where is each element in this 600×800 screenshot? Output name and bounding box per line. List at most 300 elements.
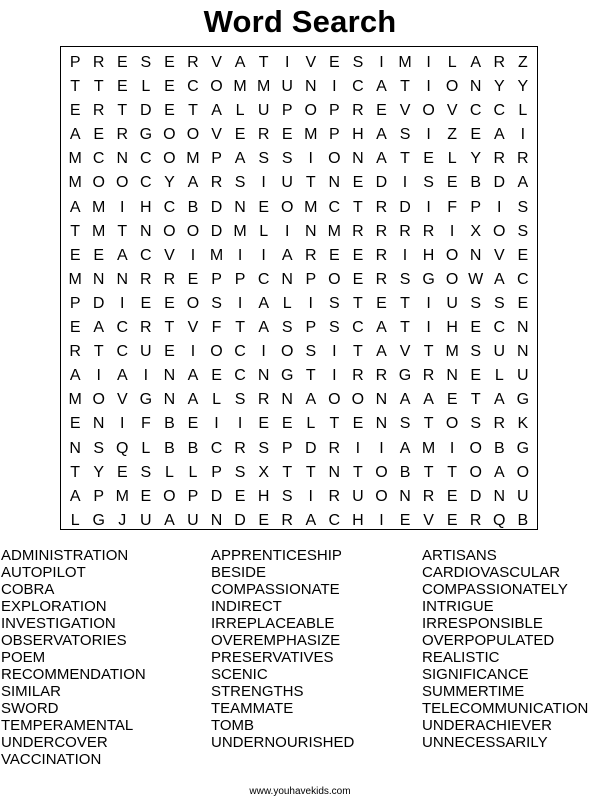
grid-letter: O — [493, 222, 506, 240]
grid-letter: T — [400, 150, 410, 168]
grid-letter: I — [308, 487, 313, 505]
grid-letter: N — [140, 222, 152, 240]
grid-letter: M — [68, 270, 82, 288]
grid-letter: I — [120, 294, 125, 312]
letter-grid — [60, 51, 538, 533]
grid-letter: R — [375, 246, 388, 264]
grid-letter: P — [93, 487, 105, 505]
grid-letter: I — [237, 246, 243, 264]
page-title: Word Search — [203, 4, 397, 39]
grid-letter: N — [399, 487, 411, 505]
word-list-item: APPRENTICESHIP — [211, 547, 342, 564]
grid-letter: E — [470, 367, 482, 385]
grid-letter: T — [305, 174, 316, 192]
grid-letter: I — [214, 415, 219, 433]
grid-letter: M — [327, 222, 341, 240]
grid-letter: D — [140, 102, 152, 120]
grid-letter: C — [328, 511, 341, 529]
grid-letter: L — [141, 78, 151, 96]
grid-letter: C — [140, 174, 152, 192]
grid-letter: S — [211, 294, 222, 312]
grid-letter: O — [186, 222, 200, 240]
grid-letter: O — [304, 102, 317, 120]
grid-letter: S — [517, 222, 529, 240]
grid-letter: N — [281, 391, 293, 409]
grid-letter: G — [516, 391, 530, 409]
grid-letter: A — [69, 198, 81, 216]
grid-letter: M — [398, 54, 412, 71]
grid-letter: T — [164, 319, 175, 337]
grid-letter: O — [210, 343, 223, 361]
grid-letter: X — [258, 463, 269, 481]
grid-letter: M — [68, 150, 82, 168]
grid-letter: O — [92, 391, 105, 409]
grid-letter: L — [447, 150, 457, 168]
grid-letter: O — [445, 78, 459, 96]
word-list-item: UNDERACHIEVER — [422, 717, 553, 734]
grid-letter: T — [353, 343, 363, 361]
grid-letter: P — [211, 150, 222, 168]
word-list-item: AUTOPILOT — [1, 564, 86, 581]
grid-letter: M — [209, 246, 224, 264]
grid-letter: O — [116, 174, 129, 192]
grid-letter: E — [211, 367, 222, 385]
word-list-item: IRRESPONSIBLE — [422, 615, 543, 632]
grid-letter: M — [445, 343, 459, 361]
grid-row — [60, 244, 538, 268]
grid-letter: N — [375, 415, 388, 433]
grid-letter: E — [517, 246, 529, 264]
grid-letter: D — [92, 294, 105, 312]
grid-letter: V — [423, 511, 434, 529]
grid-letter: U — [446, 294, 458, 312]
grid-letter: T — [70, 463, 81, 481]
word-list-item: BESIDE — [211, 564, 267, 581]
grid-letter: V — [211, 126, 222, 144]
grid-letter: N — [493, 487, 506, 505]
grid-letter: L — [141, 439, 151, 457]
grid-letter: B — [399, 463, 411, 481]
grid-letter: T — [117, 102, 128, 120]
grid-letter: S — [493, 294, 505, 312]
grid-letter: U — [517, 367, 529, 385]
word-list-item: INDIRECT — [211, 598, 282, 615]
grid-letter: S — [399, 126, 411, 144]
grid-letter: I — [308, 294, 313, 312]
grid-letter: S — [399, 415, 411, 433]
grid-letter: E — [258, 198, 269, 216]
grid-letter: B — [187, 439, 199, 457]
grid-letter: V — [399, 343, 411, 361]
grid-letter: S — [352, 54, 364, 71]
grid-letter: T — [93, 343, 104, 361]
grid-letter: A — [493, 126, 505, 144]
grid-letter: O — [422, 102, 435, 120]
grid-letter: R — [257, 391, 270, 409]
grid-letter: C — [210, 439, 223, 457]
grid-letter: R — [375, 367, 388, 385]
grid-letter: U — [257, 102, 270, 120]
grid-letter: T — [70, 222, 81, 240]
word-list-item: UNNECESSARILY — [422, 734, 548, 751]
grid-letter: A — [69, 487, 81, 505]
grid-letter: E — [69, 319, 81, 337]
word-list-item: EXPLORATION — [1, 598, 107, 615]
grid-letter: A — [116, 246, 128, 264]
grid-letter: E — [234, 126, 246, 144]
grid-letter: A — [517, 174, 529, 192]
grid-letter: E — [258, 511, 269, 529]
grid-letter: E — [376, 294, 387, 312]
grid-letter: E — [329, 54, 340, 71]
grid-letter: D — [375, 174, 388, 192]
grid-letter: P — [329, 102, 340, 120]
grid-letter: R — [116, 126, 129, 144]
grid-letter: S — [258, 150, 269, 168]
grid-letter: R — [92, 54, 105, 71]
grid-letter: R — [493, 415, 506, 433]
grid-letter: Z — [447, 126, 458, 144]
grid-letter: I — [190, 246, 196, 264]
grid-letter: A — [493, 391, 505, 409]
grid-row — [60, 461, 538, 485]
footer-url: www.youhavekids.com — [249, 786, 351, 797]
grid-letter: R — [304, 246, 317, 264]
grid-letter: N — [234, 198, 246, 216]
grid-letter: L — [518, 102, 528, 120]
grid-letter: R — [375, 222, 388, 240]
grid-letter: E — [164, 294, 175, 312]
grid-letter: E — [140, 294, 152, 312]
grid-letter: V — [305, 54, 317, 71]
grid-letter: S — [423, 174, 434, 192]
grid-letter: A — [281, 246, 293, 264]
grid-row — [60, 388, 538, 412]
grid-letter: A — [187, 391, 199, 409]
grid-letter: L — [235, 102, 245, 120]
grid-letter: G — [92, 511, 105, 529]
grid-letter: C — [328, 198, 341, 216]
grid-letter: U — [281, 78, 293, 96]
grid-letter: T — [117, 222, 128, 240]
grid-letter: M — [421, 439, 436, 457]
grid-letter: Z — [517, 54, 528, 71]
grid-letter: N — [304, 222, 317, 240]
grid-letter: U — [140, 511, 152, 529]
grid-letter: I — [426, 54, 431, 71]
grid-letter: D — [210, 487, 223, 505]
grid-letter: N — [304, 78, 317, 96]
grid-letter: R — [422, 487, 435, 505]
grid-letter: I — [449, 439, 455, 457]
grid-letter: N — [116, 150, 129, 168]
grid-letter: T — [93, 78, 104, 96]
grid-letter: S — [470, 343, 482, 361]
grid-letter: P — [305, 270, 317, 288]
grid-row — [60, 171, 538, 195]
grid-letter: P — [329, 126, 340, 144]
grid-letter: T — [305, 463, 316, 481]
grid-row — [60, 220, 538, 244]
word-list-item: UNDERCOVER — [1, 734, 108, 751]
grid-letter: U — [352, 487, 364, 505]
grid-letter: R — [163, 270, 176, 288]
grid-letter: C — [140, 150, 152, 168]
grid-letter: T — [353, 463, 363, 481]
grid-letter: E — [281, 126, 293, 144]
grid-letter: T — [470, 391, 481, 409]
grid-letter: E — [446, 487, 458, 505]
word-list-item: OVERPOPULATED — [422, 632, 555, 649]
grid-row — [60, 123, 538, 147]
grid-letter: N — [92, 270, 105, 288]
word-list-item: INTRIGUE — [422, 598, 494, 615]
grid-letter: R — [234, 439, 246, 457]
grid-letter: O — [375, 487, 388, 505]
grid-letter: C — [352, 78, 364, 96]
grid-letter: I — [379, 439, 384, 457]
grid-letter: T — [305, 367, 316, 385]
grid-letter: E — [446, 391, 458, 409]
grid-letter: F — [140, 415, 151, 433]
grid-letter: N — [210, 511, 223, 529]
grid-letter: O — [445, 246, 459, 264]
grid-letter: O — [328, 150, 341, 168]
grid-letter: R — [92, 102, 105, 120]
grid-letter: O — [163, 222, 176, 240]
word-list-item: OVEREMPHASIZE — [211, 632, 341, 649]
grid-letter: S — [399, 270, 411, 288]
grid-letter: A — [376, 78, 387, 96]
grid-letter: A — [376, 319, 387, 337]
word-list-item: TELECOMMUNICATION — [422, 700, 589, 717]
grid-letter: N — [92, 415, 105, 433]
grid-letter: O — [469, 439, 482, 457]
grid-letter: T — [447, 463, 458, 481]
grid-letter: N — [352, 150, 364, 168]
word-list-item: STRENGTHS — [211, 683, 304, 700]
grid-letter: I — [426, 78, 431, 96]
grid-letter: S — [140, 463, 152, 481]
grid-letter: S — [234, 463, 246, 481]
grid-letter: B — [187, 198, 199, 216]
grid-letter: I — [402, 174, 408, 192]
grid-letter: G — [516, 439, 530, 457]
grid-letter: D — [399, 198, 411, 216]
grid-letter: E — [517, 294, 529, 312]
grid-letter: R — [140, 319, 152, 337]
grid-letter: E — [352, 174, 364, 192]
grid-letter: T — [423, 463, 434, 481]
grid-letter: A — [211, 102, 222, 120]
grid-letter: L — [188, 463, 198, 481]
grid-letter: R — [517, 150, 529, 168]
grid-letter: S — [140, 54, 152, 71]
grid-letter: C — [517, 270, 529, 288]
grid-letter: A — [493, 270, 505, 288]
grid-row — [60, 268, 538, 292]
grid-letter: I — [237, 294, 243, 312]
grid-row — [60, 509, 538, 533]
grid-letter: E — [234, 487, 246, 505]
grid-row — [60, 437, 538, 461]
grid-letter: O — [163, 487, 176, 505]
grid-letter: I — [426, 294, 431, 312]
grid-letter: B — [517, 511, 529, 529]
word-list-item: REALISTIC — [422, 649, 500, 666]
grid-letter: M — [115, 487, 129, 505]
grid-letter: A — [376, 343, 387, 361]
word-list-item: COBRA — [1, 581, 55, 598]
grid-letter: U — [140, 343, 152, 361]
grid-letter: A — [376, 150, 387, 168]
grid-letter: E — [352, 246, 364, 264]
grid-letter: P — [69, 54, 81, 71]
grid-letter: I — [449, 222, 455, 240]
grid-letter: Y — [470, 150, 482, 168]
grid-letter: E — [446, 174, 458, 192]
grid-letter: U — [281, 174, 293, 192]
grid-letter: S — [517, 198, 529, 216]
grid-letter: R — [422, 222, 435, 240]
grid-letter: V — [164, 246, 175, 264]
grid-letter: T — [258, 54, 269, 71]
grid-letter: S — [281, 487, 293, 505]
grid-letter: E — [164, 102, 175, 120]
grid-row — [60, 485, 538, 509]
grid-letter: D — [493, 174, 506, 192]
grid-letter: O — [210, 78, 223, 96]
grid-letter: T — [70, 78, 81, 96]
grid-letter: M — [256, 78, 271, 96]
grid-letter: E — [258, 415, 269, 433]
grid-letter: T — [282, 463, 293, 481]
grid-row — [60, 316, 538, 340]
grid-letter: R — [375, 198, 388, 216]
grid-letter: T — [400, 78, 410, 96]
grid-letter: T — [235, 319, 245, 337]
grid-letter: R — [352, 102, 364, 120]
grid-letter: A — [305, 511, 317, 529]
grid-letter: A — [399, 391, 411, 409]
grid-letter: A — [399, 439, 411, 457]
grid-letter: O — [163, 150, 176, 168]
grid-letter: A — [423, 391, 434, 409]
grid-letter: I — [308, 150, 313, 168]
grid-letter: I — [332, 343, 337, 361]
grid-letter: Q — [493, 511, 506, 529]
grid-letter: L — [306, 415, 316, 433]
grid-letter: A — [470, 54, 482, 71]
grid-letter: O — [375, 463, 388, 481]
grid-letter: A — [187, 367, 199, 385]
grid-letter: H — [352, 126, 364, 144]
grid-letter: A — [116, 367, 128, 385]
grid-letter: I — [120, 415, 125, 433]
word-list-item: COMPASSIONATELY — [422, 581, 568, 598]
grid-letter: N — [446, 367, 458, 385]
grid-letter: N — [69, 439, 81, 457]
word-list-item: VACCINATION — [1, 751, 102, 768]
grid-letter: M — [304, 126, 318, 144]
grid-letter: O — [445, 415, 459, 433]
word-list-item: SIMILAR — [1, 683, 62, 700]
grid-letter: A — [69, 367, 81, 385]
grid-letter: S — [93, 439, 105, 457]
grid-letter: E — [352, 415, 364, 433]
grid-letter: M — [92, 198, 106, 216]
grid-letter: E — [116, 78, 128, 96]
grid-letter: T — [188, 102, 198, 120]
word-list-item: PRESERVATIVES — [211, 649, 334, 666]
grid-letter: O — [328, 391, 341, 409]
grid-letter: Y — [93, 463, 105, 481]
grid-letter: C — [116, 319, 129, 337]
grid-letter: P — [305, 319, 317, 337]
grid-letter: C — [352, 319, 364, 337]
grid-letter: I — [261, 174, 266, 192]
grid-letter: O — [445, 270, 459, 288]
grid-letter: E — [376, 102, 387, 120]
grid-letter: E — [164, 54, 175, 71]
grid-letter: I — [120, 198, 125, 216]
grid-letter: G — [139, 126, 153, 144]
grid-letter: V — [211, 54, 222, 71]
grid-letter: N — [517, 343, 529, 361]
grid-letter: H — [257, 487, 270, 505]
grid-letter: R — [422, 367, 435, 385]
grid-letter: P — [281, 102, 293, 120]
word-list-item: POEM — [1, 649, 46, 666]
grid-letter: I — [284, 222, 290, 240]
grid-letter: H — [352, 511, 364, 529]
grid-letter: O — [92, 174, 105, 192]
grid-letter: U — [187, 511, 199, 529]
grid-letter: V — [116, 391, 128, 409]
word-list-item: COMPASSIONATE — [211, 581, 340, 598]
word-list-item: OBSERVATORIES — [1, 632, 127, 649]
grid-letter: Y — [164, 174, 175, 192]
word-list-item: SCENIC — [211, 666, 268, 683]
grid-letter: O — [328, 270, 341, 288]
word-list-item: IRREPLACEABLE — [211, 615, 335, 632]
grid-row — [60, 412, 538, 436]
grid-letter: R — [187, 54, 199, 71]
word-list-item: SUMMERTIME — [422, 683, 525, 700]
grid-letter: E — [352, 270, 364, 288]
grid-letter: S — [281, 150, 293, 168]
grid-letter: Q — [116, 439, 129, 457]
grid-letter: R — [469, 511, 482, 529]
grid-letter: I — [379, 54, 384, 71]
grid-letter: R — [328, 487, 341, 505]
grid-letter: S — [234, 174, 246, 192]
grid-letter: V — [446, 102, 458, 120]
grid-letter: I — [355, 439, 361, 457]
grid-letter: E — [399, 511, 411, 529]
grid-letter: S — [470, 415, 482, 433]
grid-letter: L — [282, 294, 292, 312]
grid-letter: L — [259, 222, 269, 240]
word-list-item: SWORD — [1, 700, 59, 717]
grid-letter: T — [423, 415, 434, 433]
grid-letter: S — [281, 319, 293, 337]
grid-letter: I — [190, 343, 196, 361]
word-list-item: CARDIOVASCULAR — [422, 564, 561, 581]
grid-letter: I — [332, 367, 337, 385]
grid-letter: O — [280, 343, 294, 361]
grid-letter: J — [118, 511, 127, 529]
